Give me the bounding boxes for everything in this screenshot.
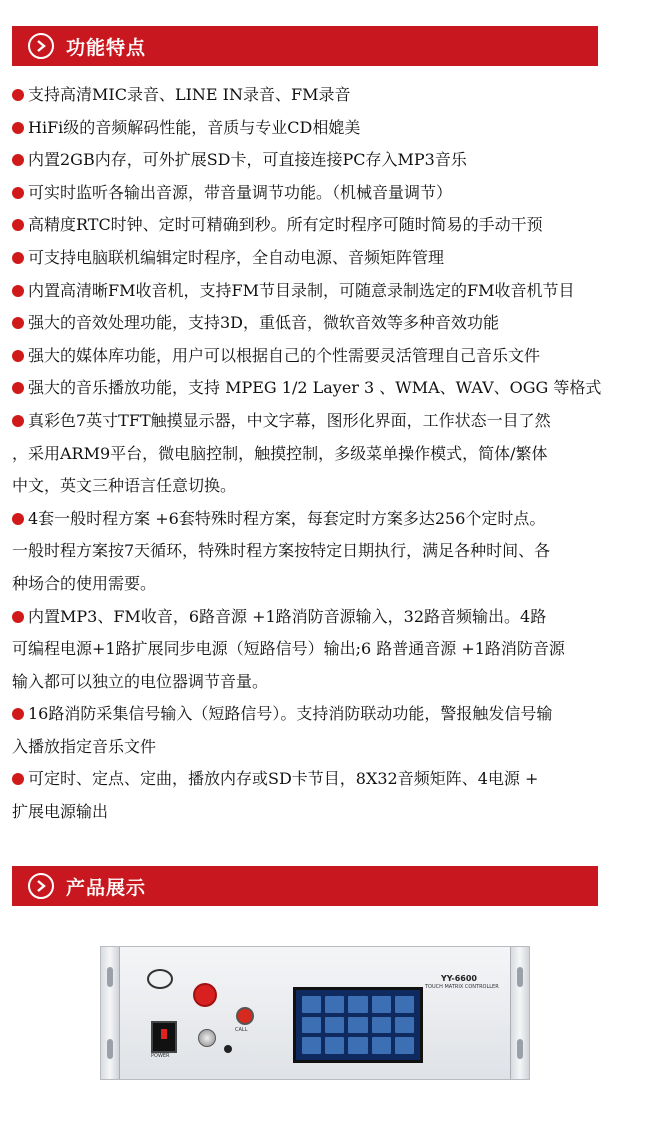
feature-text: 内置MP3、FM收音，6路音源 +1路消防音源输入，32路音频输出。4路: [28, 606, 547, 626]
call-button: [238, 1009, 252, 1023]
feature-text: 种场合的使用需要。: [12, 573, 157, 593]
feature-text: 扩展电源输出: [12, 802, 109, 822]
bullet-icon: [12, 219, 24, 231]
bullet-icon: [12, 317, 24, 329]
section-header-features: [12, 26, 598, 66]
feature-text: 可实时监听各输出音源，带音量调节功能。（机械音量调节）: [28, 182, 453, 202]
bullet-icon: [12, 350, 24, 362]
feature-line: [12, 209, 662, 242]
feature-line: [12, 503, 662, 536]
feature-line: [12, 79, 662, 112]
feature-text: 可编程电源+1路扩展同步电源（短路信号）输出;6 路普通音源 +1路消防音源: [12, 639, 565, 659]
bullet-icon: [12, 415, 24, 427]
bullet-icon: [12, 513, 24, 525]
volume-knob: [198, 1029, 216, 1047]
bullet-icon: [12, 252, 24, 264]
feature-text: 真彩色7英寸TFT触摸显示器，中文字幕，图形化界面，工作状态一目了然: [28, 410, 551, 430]
feature-text: 可支持电脑联机编辑定时程序，全自动电源、音频矩阵管理: [28, 247, 445, 267]
feature-line: [12, 763, 662, 796]
feature-line: [12, 731, 662, 764]
chevron-right-icon: [28, 33, 54, 59]
feature-text: 16路消防采集信号输入（短路信号）。支持消防联动功能，警报触发信号输: [28, 704, 553, 724]
feature-text: 强大的音乐播放功能，支持 MPEG 1/2 Layer 3 、WMA、WAV、OGG 等格式: [28, 378, 602, 398]
feature-text: 入播放指定音乐文件: [12, 736, 157, 756]
bullet-icon: [12, 187, 24, 199]
feature-text: 内置2GB内存，可外扩展SD卡，可直接连接PC存入MP3音乐: [28, 150, 467, 170]
rack-ear-right: [510, 947, 529, 1079]
model-number: YY-6600: [441, 974, 477, 983]
model-subtitle: TOUCH MATRIX CONTROLLER: [425, 984, 499, 990]
feature-line: [12, 438, 662, 471]
feature-text: 内置高清晰FM收音机，支持FM节目录制，可随意录制选定的FM收音机节目: [28, 280, 575, 300]
feature-line: [12, 601, 662, 634]
bullet-icon: [12, 154, 24, 166]
bullet-icon: [12, 773, 24, 785]
feature-text: 支持高清MIC录音、LINE IN录音、FM录音: [28, 85, 351, 104]
feature-text: HiFi级的音频解码性能，音质与专业CD相媲美: [28, 117, 361, 137]
feature-text: 高精度RTC时钟、定时可精确到秒。所有定时程序可随时简易的手动干预: [28, 215, 543, 235]
feature-line: [12, 535, 662, 568]
power-switch: [151, 1021, 177, 1053]
product-image: [100, 946, 530, 1080]
brand-logo: [147, 969, 173, 989]
bullet-icon: [12, 708, 24, 720]
feature-text: 强大的媒体库功能，用户可以根据自己的个性需要灵活管理自己音乐文件: [28, 345, 541, 365]
section-title: 功能特点: [66, 36, 147, 59]
section-title: 产品展示: [66, 876, 147, 899]
feature-line: [12, 698, 662, 731]
bullet-icon: [12, 382, 24, 394]
feature-line: [12, 275, 662, 308]
feature-text: 4套一般时程方案 +6套特殊时程方案，每套定时方案多达256个定时点。: [28, 508, 546, 528]
feature-line: [12, 307, 662, 340]
feature-text: 可定时、定点、定曲，播放内存或SD卡节目，8X32音频矩阵、4电源 +: [28, 769, 539, 789]
bullet-icon: [12, 122, 24, 134]
section-header-product: [12, 866, 598, 906]
bullet-icon: [12, 89, 24, 101]
feature-text: 强大的音效处理功能，支持3D，重低音，微软音效等多种音效功能: [28, 313, 500, 333]
feature-line: [12, 633, 662, 666]
feature-line: [12, 144, 662, 177]
power-label: POWER: [151, 1053, 170, 1059]
feature-line: [12, 796, 662, 829]
feature-line: [12, 405, 662, 438]
touch-screen: [293, 987, 423, 1063]
feature-text: 输入都可以独立的电位器调节音量。: [12, 671, 269, 691]
feature-line: [12, 666, 662, 699]
feature-line: [12, 177, 662, 210]
feature-text: ，采用ARM9平台，微电脑控制，触摸控制，多级菜单操作模式，简体/繁体: [12, 443, 548, 463]
feature-list: [12, 79, 662, 829]
feature-line: [12, 470, 662, 503]
feature-line: [12, 372, 662, 405]
rack-ear-left: [101, 947, 120, 1079]
feature-text: 一般时程方案按7天循环，特殊时程方案按特定日期执行，满足各种时间、各: [12, 541, 551, 561]
call-label: CALL: [235, 1027, 248, 1033]
bullet-icon: [12, 285, 24, 297]
feature-line: [12, 242, 662, 275]
bullet-icon: [12, 611, 24, 623]
feature-text: 中文，英文三种语言任意切换。: [12, 476, 237, 496]
feature-line: [12, 568, 662, 601]
red-knob: [195, 985, 215, 1005]
chevron-right-icon: [28, 873, 54, 899]
headphone-jack: [224, 1045, 232, 1053]
feature-line: [12, 340, 662, 373]
feature-line: [12, 112, 662, 145]
